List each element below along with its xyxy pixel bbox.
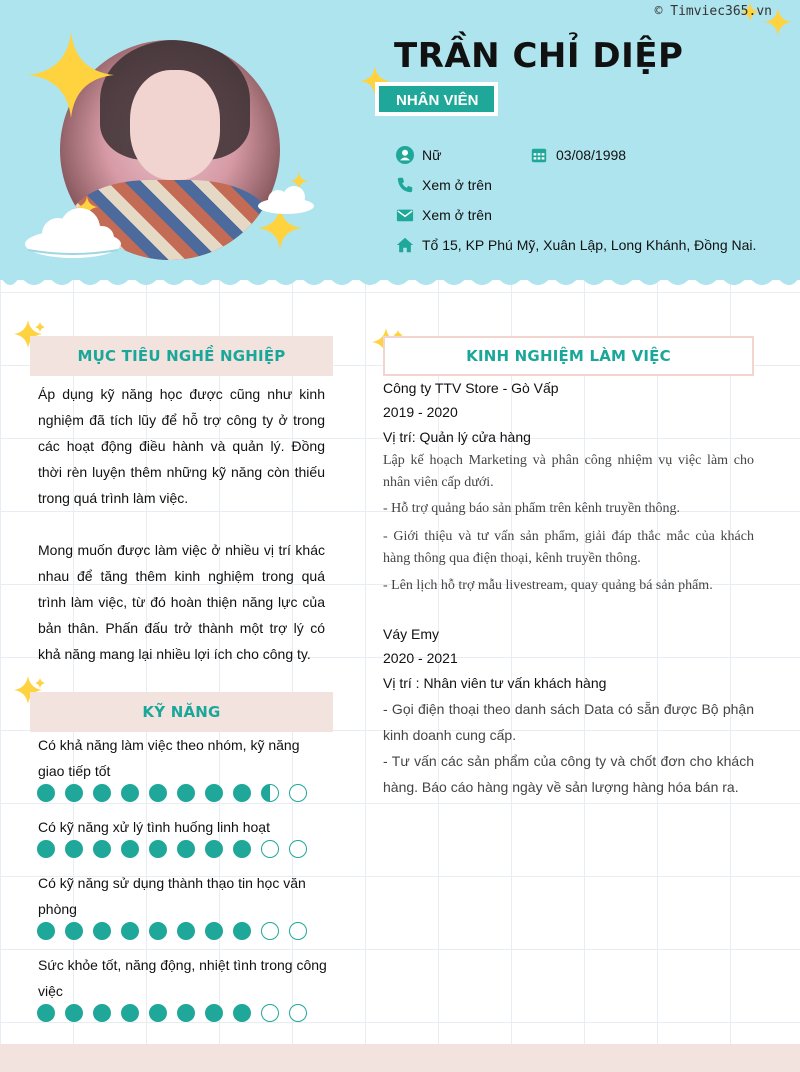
objective-title: MỤC TIÊU NGHỀ NGHIỆP [30, 336, 333, 376]
rating-dot [93, 1004, 111, 1022]
rating-dot [37, 840, 55, 858]
rating-dot [37, 784, 55, 802]
rating-dot [93, 922, 111, 940]
rating-dot [121, 1004, 139, 1022]
rating-dot [149, 1004, 167, 1022]
job-duty: - Lên lịch hỗ trợ mẫu livestream, quay quảng bá sản phẩm. [383, 578, 713, 593]
phone-value: Xem ở trên [422, 177, 492, 193]
gender-row [396, 146, 441, 164]
rating-dot [205, 1004, 223, 1022]
rating-dot [149, 922, 167, 940]
sparkle-star-icon [28, 32, 114, 118]
address-row [396, 236, 756, 254]
rating-dot [65, 922, 83, 940]
rating-dot [233, 840, 251, 858]
rating-dot [205, 922, 223, 940]
scallop-border [0, 270, 800, 296]
objective-paragraph-1: Áp dụng kỹ năng học được cũng như kinh nghiệm đã tích lũy để hỗ trợ công ty ở trong các hoạt động điều hành và quản lý. Đồng thời rèn luyện thêm những kỹ năng còn thiếu trong quá trình làm việc. [38, 386, 325, 506]
candidate-name: TRẦN CHỈ DIỆP [394, 36, 684, 76]
phone-icon [396, 176, 414, 194]
rating-dot [233, 922, 251, 940]
rating-dot [149, 784, 167, 802]
rating-dot [65, 784, 83, 802]
rating-dot [289, 1004, 307, 1022]
job-company: Công ty TTV Store - Gò Vấp [383, 380, 559, 396]
role-badge: NHÂN VIÊN [375, 82, 498, 116]
job-duty: - Tư vấn các sản phẩm của công ty và chốt đơn cho khách hàng. Báo cáo hàng ngày về sản lượng hàng hóa bán ra. [383, 753, 754, 795]
job-period: 2020 - 2021 [383, 650, 458, 666]
rating-dot [65, 1004, 83, 1022]
rating-dot [121, 784, 139, 802]
footer-bar [0, 1044, 800, 1072]
experience-title: KINH NGHIỆM LÀM VIỆC [383, 336, 754, 376]
rating-dot [261, 840, 279, 858]
footer-credit: © Timviec365.vn [654, 4, 772, 19]
skills-title: KỸ NĂNG [30, 692, 333, 732]
job-duty: - Gọi điện thoại theo danh sách Data có sẵn được Bộ phận kinh doanh cung cấp. [383, 701, 754, 743]
rating-dot [177, 840, 195, 858]
skill-label: Có kỹ năng sử dụng thành thạo tin học văn phòng [38, 875, 306, 917]
phone-row [396, 176, 492, 194]
rating-dot [93, 784, 111, 802]
skill-label: Có khả năng làm việc theo nhóm, kỹ năng giao tiếp tốt [38, 737, 300, 779]
rating-dot [93, 840, 111, 858]
job-company: Váy Emy [383, 626, 440, 642]
rating-dot [261, 784, 279, 802]
gender-value: Nữ [422, 147, 442, 163]
email-icon [396, 206, 414, 224]
job-duty: - Hỗ trợ quảng báo sản phẩm trên kênh truyền thông. [383, 501, 681, 516]
skill-label: Có kỹ năng xử lý tình huống linh hoạt [38, 819, 270, 835]
job-duty: Lập kế hoạch Marketing và phân công nhiệm vụ việc làm cho nhân viên cấp dưới. [383, 453, 754, 490]
skill-rating [37, 1004, 307, 1022]
rating-dot [289, 840, 307, 858]
rating-dot [261, 922, 279, 940]
rating-dot [261, 1004, 279, 1022]
rating-dot [37, 922, 55, 940]
rating-dot [121, 922, 139, 940]
rating-dot [233, 1004, 251, 1022]
objective-paragraph-2: Mong muốn được làm việc ở nhiều vị trí khác nhau để tăng thêm kinh nghiệm trong quá trình làm việc, từ đó hoàn thiện năng lực của bản thân. Phấn đấu trở thành một trợ lý có khả năng mang lại nhiều lợi ích cho công ty. [38, 542, 325, 662]
home-icon [396, 236, 414, 254]
rating-dot [65, 840, 83, 858]
rating-dot [289, 784, 307, 802]
job-duty: - Giới thiệu và tư vấn sản phẩm, giải đáp thắc mắc của khách hàng thông qua điện thoại, kênh truyền thông. [383, 529, 754, 566]
rating-dot [121, 840, 139, 858]
rating-dot [289, 922, 307, 940]
user-icon [396, 146, 414, 164]
skill-rating [37, 840, 307, 858]
rating-dot [37, 1004, 55, 1022]
rating-dot [177, 922, 195, 940]
job-position: Vị trí : Nhân viên tư vấn khách hàng [383, 675, 607, 691]
cloud-icon [254, 184, 318, 216]
rating-dot [233, 784, 251, 802]
address-value: Tổ 15, KP Phú Mỹ, Xuân Lập, Long Khánh, Đồng Nai. [422, 237, 757, 253]
birthday-value: 03/08/1998 [556, 147, 627, 163]
skill-label: Sức khỏe tốt, năng động, nhiệt tình trong công việc [38, 957, 327, 999]
rating-dot [205, 784, 223, 802]
rating-dot [205, 840, 223, 858]
skill-rating [37, 784, 307, 802]
job-period: 2019 - 2020 [383, 404, 458, 420]
rating-dot [149, 840, 167, 858]
rating-dot [177, 1004, 195, 1022]
skill-rating [37, 922, 307, 940]
email-value: Xem ở trên [422, 207, 492, 223]
birthday-row [530, 146, 626, 164]
calendar-icon [530, 146, 548, 164]
email-row [396, 206, 492, 224]
cloud-icon [18, 206, 128, 262]
job-position: Vị trí: Quản lý cửa hàng [383, 429, 531, 445]
rating-dot [177, 784, 195, 802]
